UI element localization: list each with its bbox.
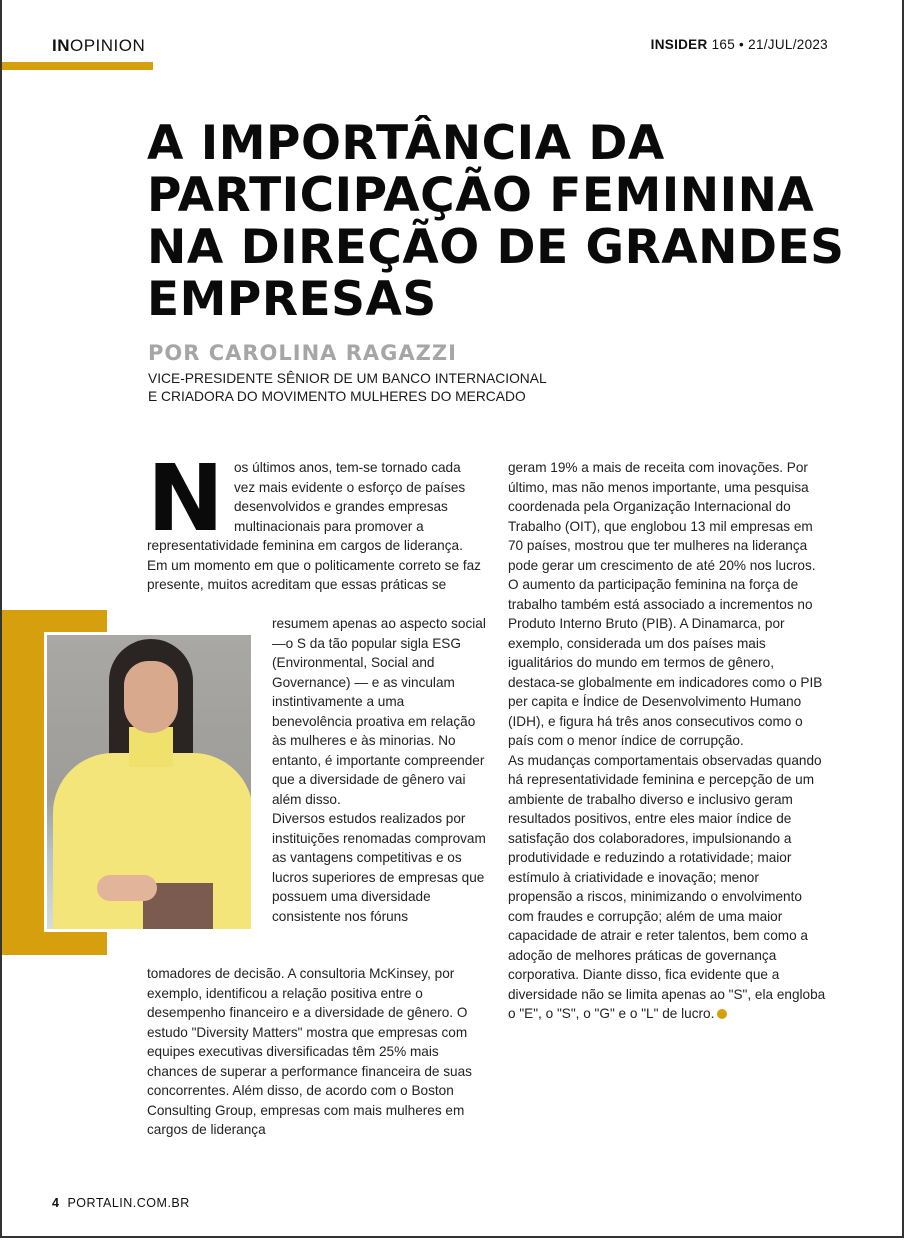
author-photo-frame xyxy=(44,632,254,932)
section-label-rest: OPINION xyxy=(70,36,146,55)
author-role-line: VICE-PRESIDENTE SÊNIOR DE UM BANCO INTERNACIONAL xyxy=(148,371,547,386)
drop-cap: N xyxy=(147,445,224,552)
article-headline: A IMPORTÂNCIA DA PARTICIPAÇÃO FEMININA NA DIREÇÃO DE GRANDES EMPRESAS xyxy=(147,116,845,327)
author-role-line: E CRIADORA DO MOVIMENTO MULHERES DO MERCADO xyxy=(148,389,526,404)
section-label xyxy=(52,36,145,56)
body-paragraph: Diversos estudos realizados por instituições renomadas comprovam as vantagens competitivas e os lucros superiores de empresas que possuem uma diversidade consistente nos fóruns xyxy=(272,811,486,924)
body-paragraph: os últimos anos, tem-se tornado cada vez mais evidente o esforço de países desenvolvidos e grandes empresas multinacionais para promover a representatividade feminina em cargos de liderança. Em um momento em que o politicamente correto se faz presente, muitos acreditam que essas práticas se xyxy=(147,460,481,592)
column-right xyxy=(508,458,826,1024)
body-paragraph: As mudanças comportamentais observadas quando há representatividade feminina e percepção de um ambiente de trabalho diverso e inclusivo geram resultados positivos, entre eles maior índice de satisfação dos colaboradores, impulsionando a produtividade e reduzindo a rotatividade; maior estímulo à criatividade e inovação; menor propensão a riscos, minimizando o envolvimento com fraudes e corrupção; além de uma maior capacidade de atrair e reter talentos, bem como a adoção de melhores práticas de governança corporativa. Diante disso, fica evidente que a diversidade não se limita apenas ao "S", ela engloba o "E", o "S", o "G" e o "L" de lucro. xyxy=(508,752,826,1021)
body-paragraph: tomadores de decisão. A consultoria McKinsey, por exemplo, identificou a relação positiva entre o desempenho financeiro e a diversidade de gênero. O estudo "Diversity Matters" mostra que empresas com equipes executivas diversificadas têm 25% mais chances de superar a performance financeira de suas concorrentes. Além disso, de acordo com o Boston Consulting Group, empresas com mais mulheres em cargos de liderança xyxy=(147,966,472,1137)
body-paragraph: resumem apenas ao aspecto social —o S da tão popular sigla ESG (Environmental, Social and Governance) — e as vinculam instintivamente a uma benevolência proativa em relação às mulheres e às minorias. No entanto, é importante compreender que a diversidade de gênero vai além disso. xyxy=(272,616,486,807)
article-byline: POR CAROLINA RAGAZZI xyxy=(148,341,457,365)
issue-info xyxy=(651,37,828,52)
photo-face-shape xyxy=(124,661,178,733)
column-left-top xyxy=(147,445,482,595)
photo-hand-shape xyxy=(97,875,157,901)
publication-name: INSIDER xyxy=(650,37,708,52)
section-label-bold: IN xyxy=(52,36,70,55)
body-paragraph: geram 19% a mais de receita com inovações. Por último, mas não menos importante, uma pesquisa coordenada pela Organização Internacional do Trabalho (OIT), que englobou 13 mil empresas em 70 países, mostrou que ter mulheres na liderança pode gerar um crescimento de até 20% nos lucros. xyxy=(508,460,816,573)
page-footer xyxy=(52,1196,190,1210)
footer-site-link[interactable]: PORTALIN.COM.BR xyxy=(67,1196,190,1210)
column-left-middle xyxy=(272,614,487,926)
photo-turtleneck-shape xyxy=(129,727,173,767)
author-photo xyxy=(47,635,251,929)
author-role xyxy=(148,370,608,406)
page-number: 4 xyxy=(52,1196,60,1210)
section-accent-bar xyxy=(2,62,153,70)
column-left-bottom xyxy=(147,964,487,1140)
body-paragraph: O aumento da participação feminina na força de trabalho também está associado a incrementos no Produto Interno Bruto (PIB). A Dinamarca, por exemplo, considerada um dos países mais igualitários do mundo em termos de gênero, destaca-se globalmente em indicadores como o PIB per capita e Índice de Desenvolvimento Humano (IDH), e figura há três anos consecutivos como o país com o menor índice de corrupção. xyxy=(508,577,823,748)
issue-date: 165 • 21/JUL/2023 xyxy=(707,37,828,52)
end-of-article-icon xyxy=(717,1009,727,1019)
